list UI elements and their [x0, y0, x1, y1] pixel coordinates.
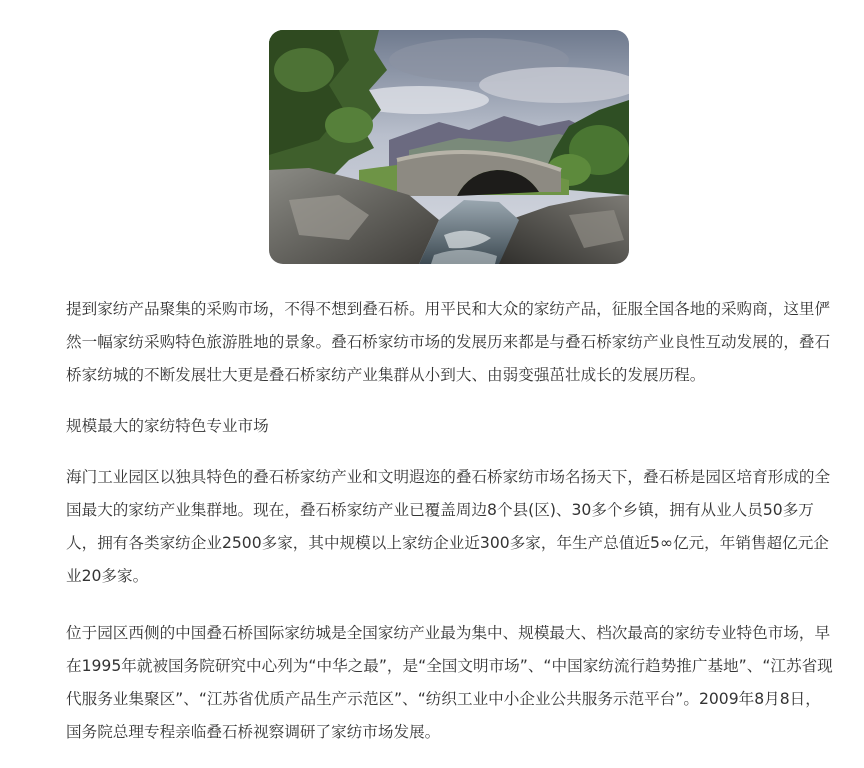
intro-paragraph: 提到家纺产品聚集的采购市场，不得不想到叠石桥。用平民和大众的家纺产品，征服全国各地的采购商，这里俨然一幅家纺采购特色旅游胜地的景象。叠石桥家纺市场的发展历来都是与叠石桥家纺产业良性互动发展的，叠石桥家纺城的不断发展壮大更是叠石桥家纺产业集群从小到大、由弱变强茁壮成长的发展历程。	[66, 300, 831, 384]
stone-bridge-landscape-photo	[269, 30, 629, 264]
scale-paragraph: 海门工业园区以独具特色的叠石桥家纺产业和文明遐迩的叠石桥家纺市场名扬天下，叠石桥是园区培育形成的全国最大的家纺产业集群地。现在，叠石桥家纺产业已覆盖周边8个县(区)、30多个乡镇，拥有从业人员50多万人，拥有各类家纺企业2500多家，其中规模以上家纺企业近300多家，年生产总值近5∞亿元，年销售超亿元企业20多家。	[66, 468, 831, 585]
article-photo	[269, 30, 629, 264]
section-heading: 规模最大的家纺特色专业市场	[66, 417, 269, 435]
city-paragraph: 位于园区西侧的中国叠石桥国际家纺城是全国家纺产业最为集中、规模最大、档次最高的家纺专业特色市场，早在1995年就被国务院研究中心列为“中华之最”，是“全国文明市场”、“中国家纺流行趋势推广基地”、“江苏省现代服务业集聚区”、“江苏省优质产品生产示范区”、“纺织工业中小企业公共服务示范平台”。2009年8月8日，国务院总理专程亲临叠石桥视察调研了家纺市场发展。	[66, 624, 833, 741]
